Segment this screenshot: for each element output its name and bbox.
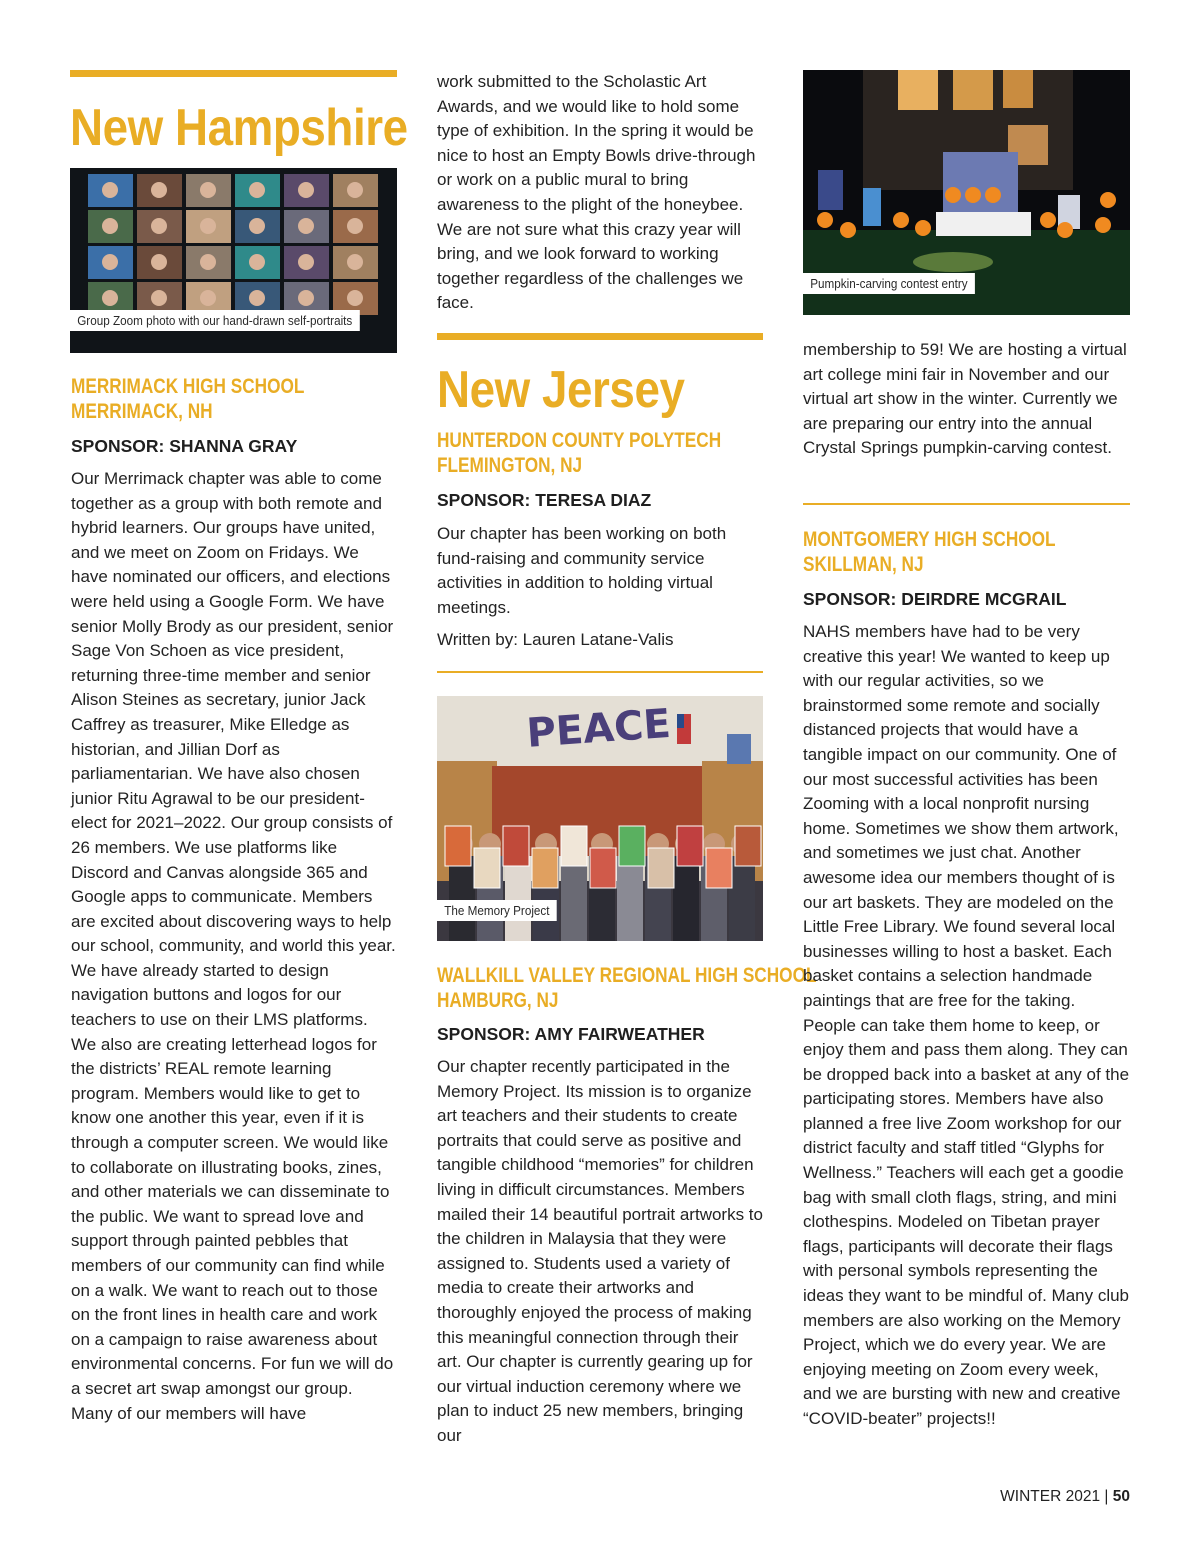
issue-label: WINTER 2021	[1000, 1488, 1101, 1505]
zoom-tile	[88, 210, 133, 243]
photo-caption: Group Zoom photo with our hand-drawn self-portraits	[70, 310, 359, 331]
peace-banner-text: PEACE	[525, 700, 673, 757]
pumpkin	[840, 222, 856, 238]
zoom-tile	[333, 246, 378, 279]
zoom-tile	[137, 246, 182, 279]
paragraph: NAHS members have had to be very creative this year! We wanted to keep up with our regular activities, so we brainstormed some remote and socially distanced projects that would have a tangible impact on our community. One of our most successful activities has been Zooming with a local nonprofit nursing home. Sometimes we show them artwork, and sometimes we just chat. Another awesome idea our members thought of is our art baskets. They are modeled on the Little Free Library. We found several local businesses willing to host a basket. Each basket contains a selection handmade paintings that are free for the taking. People can take them home to keep, or enjoy them and pass them along. They can be dropped back into a basket at any of the participating stores. Members have also planned a free live Zoom workshop for our district faculty and staff titled “Glyphs for Wellness.” Teachers will each get a goodie bag with small cloth flags, string, and mini clothespins. Modeled on Tibetan prayer flags, participants will decorate their flags with personal symbols representing the ideas they want to be mindful of. Many club members are also working on the Memory Project, which we do every year. We are enjoying meeting on Zoom every week, and we are bursting with new and creative “COVID-beater” projects!!	[803, 622, 1130, 1428]
page-number: 50	[1112, 1488, 1130, 1505]
pumpkin	[915, 220, 931, 236]
pumpkin	[945, 187, 961, 203]
portrait-artwork	[474, 848, 500, 888]
zoom-tile	[137, 210, 182, 243]
portrait-artwork	[735, 826, 761, 866]
paragraph: membership to 59! We are hosting a virtual art college mini fair in November and our virtual art show in the winter. Currently we are preparing our entry into the annual Crystal Springs pumpkin-carving contest.	[803, 340, 1127, 458]
sponsor-line: SPONSOR: DEIRDRE MCGRAIL	[803, 589, 1067, 609]
zoom-tile	[186, 174, 231, 207]
portrait-artwork	[503, 826, 529, 866]
photo-caption: The Memory Project	[437, 900, 557, 921]
portrait-artwork	[648, 848, 674, 888]
article-body	[437, 1055, 763, 1449]
school-name: MONTGOMERY HIGH SCHOOL	[803, 528, 1056, 551]
paragraph: Our Merrimack chapter was able to come together as a group with both remote and hybrid learners. Our groups have united, and we meet on Zoom on Fridays. We have nominated our officers, and elections were held using a Google Form. We have senior Molly Brody as our president, senior Sage Von Schoen as vice president, returning three-time member and senior Alison Steines as secretary, junior Jack Caffrey as treasurer, Mike Elledge as historian, and Jillian Dorf as parliamentarian. We have also chosen junior Ritu Agrawal to be our president-elect for 2021–2022. Our group consists of 26 members. We use platforms like Discord and Canvas alongside 365 and Google apps to communicate. Members are excited about discovering ways to help our school, community, and world this year. We have already started to design navigation buttons and logos for our teachers to use on their LMS platforms. We also are creating letterhead logos for the districts’ REAL remote learning program. Members would like to get to know one another this year, even if it is through a computer screen. We would like to collaborate on illustrating books, zines, and other materials we can disseminate to the public. We want to spread love and support through painted pebbles that members of our community can find while on a walk. We want to reach out to those on the front lines in health care and work on a campaign to raise awareness about environmental concerns. For fun we will do a secret art swap amongst our group. Many of our members will have	[71, 469, 396, 1423]
pumpkin	[985, 187, 1001, 203]
zoom-tile	[186, 246, 231, 279]
zoom-tile	[284, 246, 329, 279]
article-body	[437, 522, 763, 653]
pumpkin	[893, 212, 909, 228]
section-rule	[70, 70, 397, 77]
portrait-artwork	[561, 826, 587, 866]
pumpkin	[817, 212, 833, 228]
paragraph: Our chapter has been working on both fund-raising and community service activities in addition to holding virtual meetings.	[437, 524, 727, 617]
zoom-tile	[235, 210, 280, 243]
footer-separator: |	[1104, 1488, 1109, 1505]
sponsor-line: SPONSOR: AMY FAIRWEATHER	[437, 1024, 705, 1044]
zoom-tile	[333, 210, 378, 243]
article-body	[803, 620, 1130, 1432]
portrait-artwork	[590, 848, 616, 888]
sponsor-line: SPONSOR: SHANNA GRAY	[71, 436, 298, 456]
zoom-tile	[137, 174, 182, 207]
zoom-tile	[235, 174, 280, 207]
pumpkin	[1040, 212, 1056, 228]
pumpkin	[965, 187, 981, 203]
zoom-tile	[284, 210, 329, 243]
pumpkin	[1095, 217, 1111, 233]
sponsor-line: SPONSOR: TERESA DIAZ	[437, 490, 652, 510]
zoom-tile	[88, 174, 133, 207]
divider	[803, 503, 1130, 505]
divider	[437, 671, 763, 673]
paragraph: Our chapter recently participated in the Memory Project. Its mission is to organize art teachers and their students to create portraits that could serve as positive and tangible childhood “memories” for children living in difficult circumstances. Members mailed their 14 beautiful portrait artworks to the children in Malaysia that they were assigned to. Students used a variety of media to create their artworks and thoroughly enjoyed the process of making this meaningful connection through their art. Our chapter is currently gearing up for our virtual induction ceremony where we plan to induct 25 new members, bringing our	[437, 1057, 763, 1445]
pumpkin	[1100, 192, 1116, 208]
photo-caption: Pumpkin-carving contest entry	[803, 273, 975, 294]
portrait-artwork	[619, 826, 645, 866]
portrait-artwork	[445, 826, 471, 866]
portrait-artwork	[677, 826, 703, 866]
article-body	[71, 467, 397, 1426]
article-body-continued	[803, 338, 1130, 461]
zoom-tile	[284, 174, 329, 207]
paragraph: work submitted to the Scholastic Art Awards, and we would like to hold some type of exhibition. In the spring it would be nice to host an Empty Bowls drive-through or work on a public mural to bring awareness to the plight of the honeybee. We are not sure what this crazy year will bring, and we look forward to working together regardless of the challenges we face.	[437, 72, 756, 313]
zoom-tile	[333, 174, 378, 207]
school-location: FLEMINGTON, NJ	[437, 454, 583, 477]
section-rule	[437, 333, 763, 340]
page-footer	[1000, 1488, 1130, 1506]
portrait-artwork	[706, 848, 732, 888]
school-location: SKILLMAN, NJ	[803, 553, 924, 576]
portrait-artwork	[532, 848, 558, 888]
pumpkin	[1057, 222, 1073, 238]
zoom-tile	[186, 210, 231, 243]
school-name: HUNTERDON COUNTY POLYTECH	[437, 429, 722, 452]
article-body-continued	[437, 70, 763, 316]
state-heading-nj: New Jersey	[437, 361, 685, 419]
state-heading-nh: New Hampshire	[70, 99, 408, 157]
zoom-tile	[88, 246, 133, 279]
school-location: HAMBURG, NJ	[437, 989, 559, 1012]
school-name: WALLKILL VALLEY REGIONAL HIGH SCHOOL	[437, 964, 817, 987]
school-name: MERRIMACK HIGH SCHOOL	[71, 375, 305, 398]
school-location: MERRIMACK, NH	[71, 400, 213, 423]
byline: Written by: Lauren Latane-Valis	[437, 630, 674, 650]
zoom-tile	[235, 246, 280, 279]
